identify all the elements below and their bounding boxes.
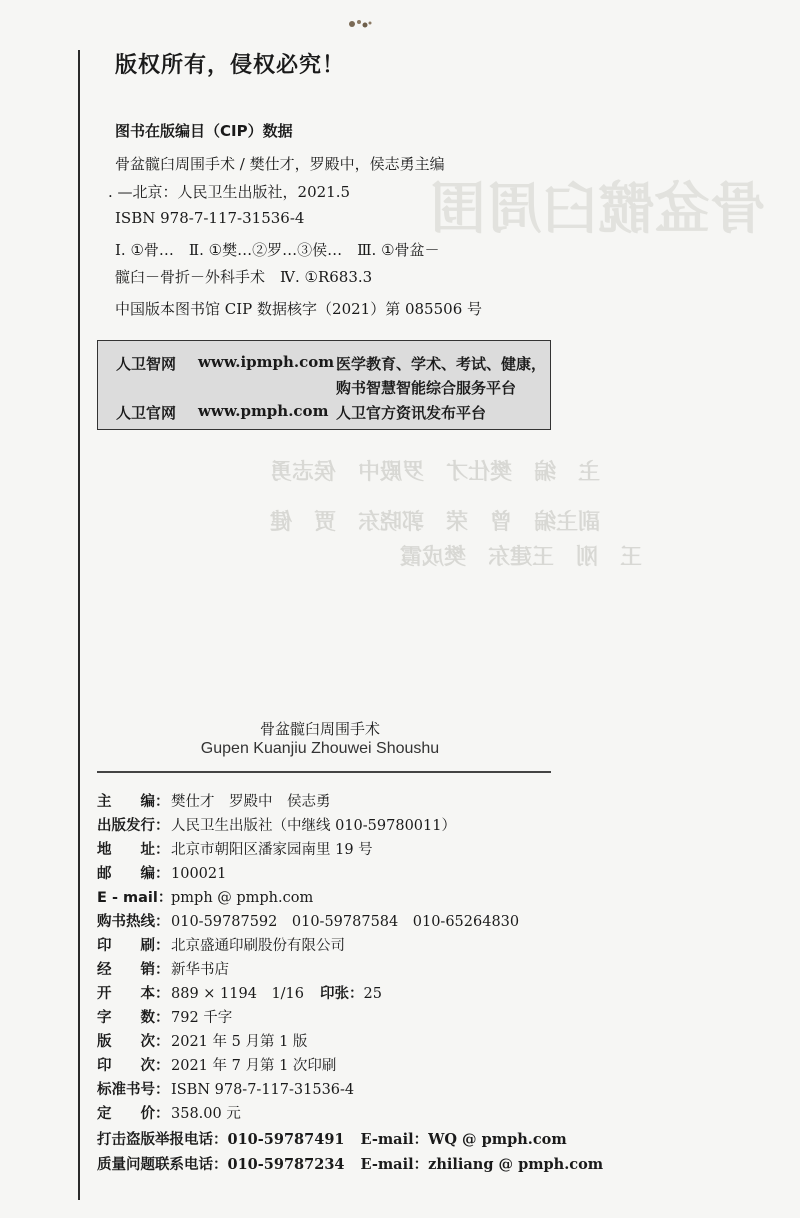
colophon-row-printer xyxy=(97,934,345,955)
colophon-value: ISBN 978-7-117-31536-4 xyxy=(171,1082,355,1098)
hotline-phone: 010-59787234 xyxy=(227,1156,345,1173)
piracy-hotline-row xyxy=(97,1128,567,1149)
info-box xyxy=(97,340,551,430)
colophon-value: 792 千字 xyxy=(171,1010,233,1026)
colophon-value: 010-59787592 010-59787584 010-65264830 xyxy=(171,914,520,930)
cip-line-title: 骨盆髋臼周围手术 / 樊仕才，罗殿中，侯志勇主编 xyxy=(115,155,445,173)
colophon-row-email xyxy=(97,886,313,907)
info-box-desc-2: 人卫官方资讯发布平台 xyxy=(336,404,487,422)
colophon-value: 358.00 元 xyxy=(171,1106,241,1122)
book-title-pinyin: Gupen Kuanjiu Zhouwei Shoushu xyxy=(200,740,440,757)
colophon-row-address xyxy=(97,838,373,859)
info-box-url-1[interactable]: www.ipmph.com xyxy=(198,353,335,371)
colophon-row-postcode xyxy=(97,862,226,883)
cip-title: 图书在版编目（CIP）数据 xyxy=(115,122,293,140)
colophon-row-hotline xyxy=(97,910,519,931)
quality-hotline-row xyxy=(97,1153,603,1174)
colophon-row-price xyxy=(97,1102,241,1123)
colophon-row-wordcount xyxy=(97,1006,232,1027)
colophon-value: 樊仕才 罗殿中 侯志勇 xyxy=(171,794,331,810)
colophon-sheets-value: 25 xyxy=(363,986,382,1002)
cip-line-subjects: Ⅰ. ①骨… Ⅱ. ①樊…②罗…③侯… Ⅲ. ①骨盆－ xyxy=(115,241,440,259)
colophon-value: 889 × 1194 1/16 xyxy=(171,986,305,1002)
copyright-notice: 版权所有，侵权必究！ xyxy=(115,53,346,78)
colophon-label: 定 价： xyxy=(97,1106,170,1122)
colophon-label: 主 编： xyxy=(97,794,170,810)
colophon-row-printing xyxy=(97,1054,336,1075)
cip-line-subjects-cont: 髋臼－骨折－外科手术 Ⅳ. ①R683.3 xyxy=(115,268,373,286)
colophon-value: 100021 xyxy=(171,866,227,882)
colophon-value: 2021 年 7 月第 1 次印刷 xyxy=(171,1058,337,1074)
info-box-desc-1: 医学教育、学术、考试、健康， xyxy=(336,355,547,373)
hotline-label: 打击盗版举报电话： xyxy=(97,1132,228,1148)
colophon-label: 字 数： xyxy=(97,1010,170,1026)
colophon-label: 开 本： xyxy=(97,986,170,1002)
cip-line-verification: 中国版本图书馆 CIP 数据核字（2021）第 085506 号 xyxy=(115,300,483,318)
colophon-value: 北京市朝阳区潘家园南里 19 号 xyxy=(171,842,373,858)
colophon-label: 印 刷： xyxy=(97,938,170,954)
hotline-email-label: E-mail： xyxy=(360,1131,429,1148)
colophon-label: 经 销： xyxy=(97,962,170,978)
colophon-label: 标准书号： xyxy=(97,1082,170,1098)
colophon-row-publisher xyxy=(97,814,456,835)
colophon-value: 人民卫生出版社（中继线 010-59780011） xyxy=(171,818,456,834)
bleed-through-editors: 主 编 樊仕才 罗殿中 侯志勇 xyxy=(270,460,601,485)
colophon-label: 印 次： xyxy=(97,1058,170,1074)
cip-line-isbn: ISBN 978-7-117-31536-4 xyxy=(115,209,305,227)
info-box-desc-1b: 购书智慧智能综合服务平台 xyxy=(336,379,517,397)
info-box-name-1: 人卫智网 xyxy=(116,355,177,373)
hotline-label: 质量问题联系电话： xyxy=(97,1157,228,1173)
colophon-label: 邮 编： xyxy=(97,866,170,882)
colophon-label: 版 次： xyxy=(97,1034,170,1050)
bleed-through-deputy: 副主编 曾 荣 郭晓东 贾 健 xyxy=(270,510,601,535)
colophon-row-edition xyxy=(97,1030,307,1051)
margin-rule xyxy=(78,50,80,1200)
colophon-label: 出版发行： xyxy=(97,818,170,834)
colophon-row-editors xyxy=(97,790,331,811)
colophon-row-format xyxy=(97,982,382,1003)
info-box-name-2: 人卫官网 xyxy=(116,404,177,422)
colophon-sheets-label: 印张： xyxy=(320,986,364,1002)
book-title-chinese: 骨盆髋臼周围手术 xyxy=(259,720,380,738)
hotline-email[interactable]: WQ @ pmph.com xyxy=(428,1131,567,1148)
colophon-value: 新华书店 xyxy=(171,962,229,978)
colophon-value[interactable]: pmph @ pmph.com xyxy=(171,890,314,906)
ink-stain-mark xyxy=(346,18,374,30)
bleed-through-names: 王 刚 王建东 樊成霞 xyxy=(400,545,643,570)
colophon-row-distributor xyxy=(97,958,229,979)
colophon-rule xyxy=(97,771,551,773)
colophon-label: 购书热线： xyxy=(97,914,170,930)
colophon-value: 北京盛通印刷股份有限公司 xyxy=(171,938,345,954)
colophon-label: E - mail： xyxy=(97,890,173,906)
info-box-url-2[interactable]: www.pmph.com xyxy=(198,402,329,420)
bleed-through-title: 骨盆髋臼周围 xyxy=(430,177,766,242)
colophon-label: 地 址： xyxy=(97,842,170,858)
hotline-email-label: E-mail： xyxy=(360,1156,429,1173)
colophon-value: 2021 年 5 月第 1 版 xyxy=(171,1034,308,1050)
colophon-row-isbn xyxy=(97,1078,354,1099)
hotline-phone: 010-59787491 xyxy=(227,1131,345,1148)
hotline-email[interactable]: zhiliang @ pmph.com xyxy=(428,1156,604,1173)
cip-line-publisher: . —北京：人民卫生出版社，2021.5 xyxy=(108,183,351,201)
